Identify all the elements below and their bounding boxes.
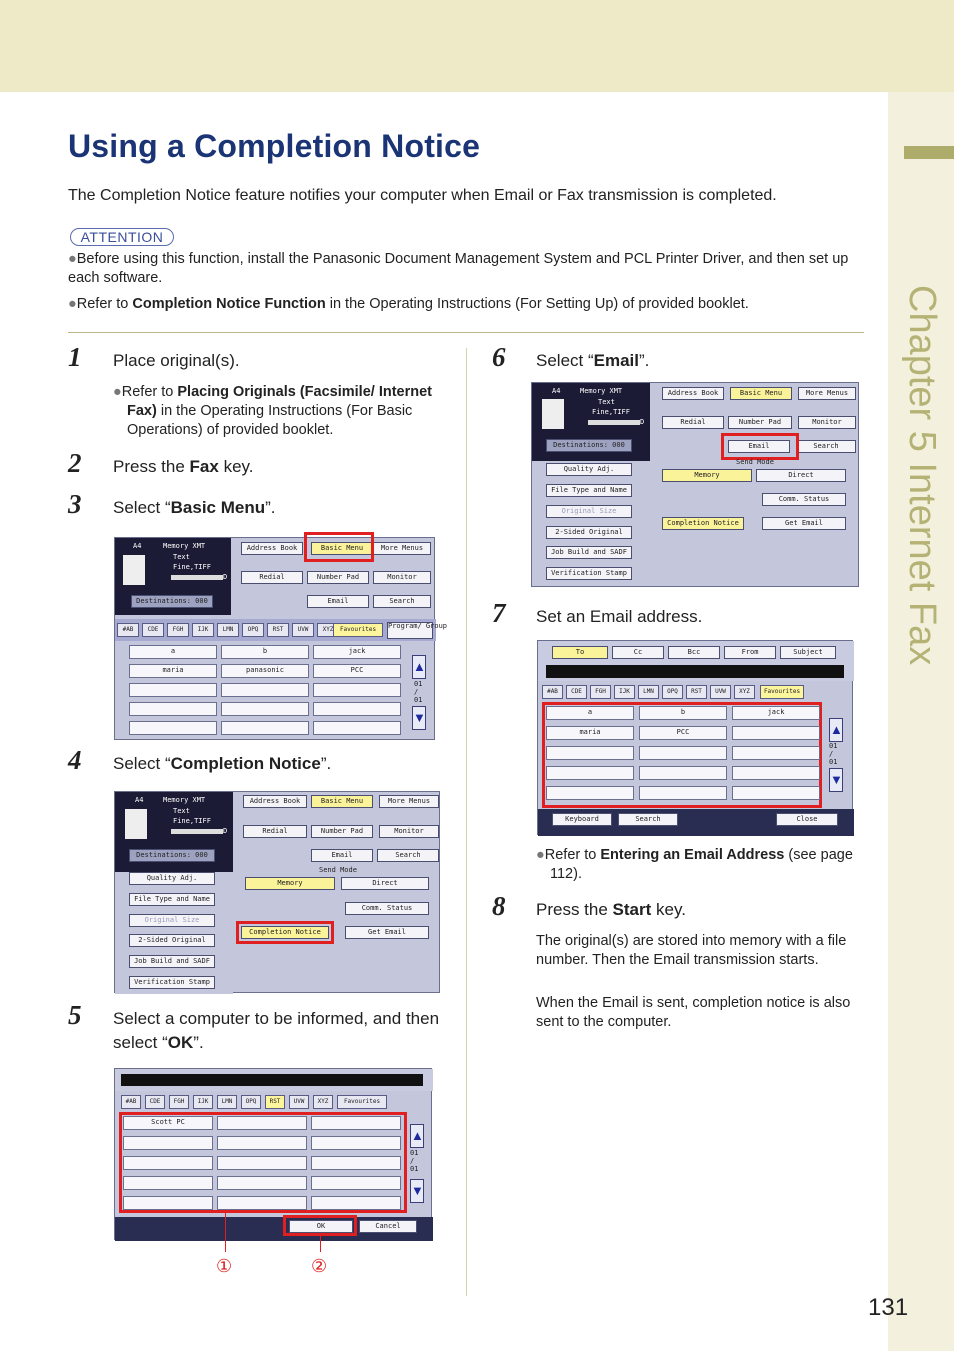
address-entry[interactable] [123, 1156, 213, 1170]
address-entry[interactable]: PCC [639, 726, 727, 740]
search-button[interactable]: Search [796, 440, 856, 453]
memory-button[interactable]: Memory [245, 877, 335, 890]
step-number: 7 [492, 598, 506, 628]
document-icon [125, 809, 147, 839]
verification-stamp-button[interactable]: Verification Stamp [546, 567, 632, 580]
index-tab[interactable]: CDE [142, 623, 164, 637]
address-entry[interactable] [313, 702, 401, 716]
address-entry[interactable] [311, 1196, 401, 1210]
basic-menu-tab[interactable]: Basic Menu [730, 387, 792, 400]
text-mode: Text [173, 807, 190, 815]
index-tab[interactable]: LMN [217, 623, 239, 637]
step-number: 3 [68, 489, 82, 519]
address-entry[interactable] [546, 746, 634, 760]
scroll-down-icon[interactable]: ▼ [412, 706, 426, 730]
divider [68, 332, 864, 333]
address-entry[interactable] [217, 1136, 307, 1150]
monitor-button[interactable]: Monitor [798, 416, 856, 429]
bullet-icon: ● [68, 251, 77, 267]
index-tab[interactable]: FGH [590, 685, 611, 699]
step-number: 4 [68, 745, 82, 775]
page-bottom: 01 [410, 1165, 419, 1173]
address-entry[interactable] [732, 746, 820, 760]
index-tab[interactable]: XYZ [313, 1095, 333, 1109]
file-type-button[interactable]: File Type and Name [546, 484, 632, 497]
screen-select-computer [114, 1068, 432, 1240]
index-tab[interactable]: OPQ [662, 685, 683, 699]
highlight-box [721, 433, 799, 460]
page-indicator: 01 / 01 [410, 1149, 419, 1173]
address-entry[interactable]: jack [732, 706, 820, 720]
email-button[interactable]: Email [307, 595, 369, 608]
index-tab[interactable]: OPQ [241, 1095, 261, 1109]
address-entry[interactable]: maria [546, 726, 634, 740]
step-text: Set an Email address. [536, 607, 703, 626]
original-size-button[interactable]: Original Size [546, 505, 632, 518]
address-entry[interactable] [129, 721, 217, 735]
address-entry[interactable] [221, 702, 309, 716]
destinations-counter: Destinations: 000 [546, 439, 632, 452]
bullet-icon: ● [536, 847, 545, 863]
paper-size: A4 [552, 387, 561, 395]
index-tab[interactable]: IJK [192, 623, 214, 637]
address-entry[interactable] [123, 1176, 213, 1190]
memory-button[interactable]: Memory [662, 469, 752, 482]
original-size-button[interactable]: Original Size [129, 914, 215, 927]
index-tab[interactable]: LMN [638, 685, 659, 699]
index-tab[interactable]: FGH [169, 1095, 189, 1109]
comm-status-button[interactable]: Comm. Status [762, 493, 846, 506]
cc-tab[interactable]: Cc [612, 646, 664, 659]
page-number: 131 [868, 1294, 909, 1321]
address-entry[interactable]: PCC [313, 664, 401, 678]
page-bottom: 01 [414, 696, 423, 704]
job-build-button[interactable]: Job Build and SADF [129, 955, 215, 968]
destinations-counter: Destinations: 000 [129, 849, 215, 862]
more-menus-tab[interactable]: More Menus [798, 387, 856, 400]
sub-bold: Placing Originals (Facsimile/ Internet Fax) [127, 384, 433, 419]
sub-bold: Entering an Email Address [600, 847, 785, 863]
scroll-down-icon[interactable]: ▼ [829, 768, 843, 792]
t: ”. [265, 498, 276, 517]
t: Press the [536, 900, 613, 919]
basic-menu-tab[interactable]: Basic Menu [311, 542, 373, 555]
completion-notice-button[interactable]: Completion Notice [241, 926, 329, 939]
address-entry[interactable]: a [546, 706, 634, 720]
t: Select “ [113, 754, 171, 773]
contrast-d: D [223, 573, 228, 581]
step-number: 1 [68, 342, 82, 372]
address-entry[interactable] [217, 1116, 307, 1130]
favourites-tab[interactable]: Favourites [337, 1095, 387, 1109]
address-entry[interactable] [546, 766, 634, 780]
bullet-text: in the Operating Instructions (For Setting Up) of provided booklet. [325, 296, 749, 312]
bullet-bold: Completion Notice Function [132, 296, 326, 312]
t: ”. [193, 1033, 204, 1052]
column-divider [466, 348, 467, 1296]
address-entry[interactable] [639, 766, 727, 780]
destination-display [121, 1074, 423, 1086]
step-text [113, 455, 253, 479]
attention-bullet-1 [68, 250, 858, 288]
step-text [113, 496, 276, 520]
step-text [113, 1007, 448, 1055]
address-entry[interactable]: panasonic [221, 664, 309, 678]
callout-2: ② [311, 1256, 328, 1276]
page-top: 01 [829, 742, 838, 750]
redial-button[interactable]: Redial [662, 416, 724, 429]
address-entry[interactable] [311, 1136, 401, 1150]
index-tab[interactable]: LMN [217, 1095, 237, 1109]
more-menus-tab[interactable]: More Menus [373, 542, 431, 555]
index-tab[interactable]: IJK [193, 1095, 213, 1109]
get-email-button[interactable]: Get Email [762, 517, 846, 530]
address-entry[interactable] [129, 702, 217, 716]
top-band [0, 0, 954, 92]
attention-bullet-2 [68, 295, 858, 314]
page-indicator: 01 / 01 [829, 742, 838, 766]
address-book-tab[interactable]: Address Book [243, 795, 307, 808]
address-entry[interactable] [217, 1156, 307, 1170]
direct-button[interactable]: Direct [756, 469, 846, 482]
favourites-tab[interactable]: Favourites [333, 623, 383, 637]
callout-line [320, 1236, 321, 1252]
t: Select “ [113, 498, 171, 517]
step-paragraph: The original(s) are stored into memory with a file number. Then the Email transmission starts. [536, 933, 847, 968]
address-entry[interactable]: b [639, 706, 727, 720]
screen-basic-menu [114, 537, 448, 740]
step-text [113, 752, 331, 776]
index-tab[interactable]: RST [265, 1095, 285, 1109]
screen-email [531, 382, 859, 587]
file-type-button[interactable]: File Type and Name [129, 893, 215, 906]
more-menus-tab[interactable]: More Menus [379, 795, 439, 808]
search-button[interactable]: Search [618, 813, 678, 826]
address-entry[interactable] [221, 683, 309, 697]
contrast-bar [588, 420, 640, 425]
bullet-text: Before using this function, install the Panasonic Document Management System and PCL Printer Driver, and then set up each software. [68, 251, 849, 286]
intro-text: The Completion Notice feature notifies your computer when Email or Fax transmission is completed. [68, 187, 777, 204]
document-icon [123, 555, 145, 585]
mode: Memory XMT [163, 796, 206, 804]
quality-adj-button[interactable]: Quality Adj. [129, 872, 215, 885]
t-bold: Email [593, 351, 639, 370]
callout-line [225, 1212, 226, 1252]
status-panel [532, 383, 650, 461]
completion-notice-button[interactable]: Completion Notice [662, 517, 744, 530]
search-button[interactable]: Search [377, 849, 439, 862]
index-tab[interactable]: #AB [542, 685, 563, 699]
address-entry[interactable] [732, 786, 820, 800]
index-tab[interactable]: RST [686, 685, 707, 699]
address-entry[interactable] [217, 1176, 307, 1190]
job-build-button[interactable]: Job Build and SADF [546, 546, 632, 559]
address-entry[interactable] [221, 721, 309, 735]
number-pad-button[interactable]: Number Pad [311, 825, 373, 838]
index-tab[interactable]: UVW [292, 623, 314, 637]
text-mode: Text [173, 553, 190, 561]
contrast-bar [171, 829, 223, 834]
address-entry[interactable] [311, 1156, 401, 1170]
scroll-up-icon[interactable]: ▲ [410, 1124, 424, 1148]
address-entry[interactable] [732, 766, 820, 780]
quality-adj-button[interactable]: Quality Adj. [546, 463, 632, 476]
step-text [536, 898, 686, 922]
page-top: 01 [410, 1149, 419, 1157]
address-entry[interactable]: b [221, 645, 309, 659]
address-entry[interactable]: maria [129, 664, 217, 678]
bullet-icon: ● [68, 296, 77, 312]
index-tab[interactable]: #AB [121, 1095, 141, 1109]
address-entry[interactable] [732, 726, 820, 740]
t: ”. [320, 754, 332, 773]
address-entry[interactable] [546, 786, 634, 800]
address-display [546, 665, 844, 678]
address-entry[interactable] [217, 1196, 307, 1210]
scroll-up-icon[interactable]: ▲ [412, 655, 426, 679]
two-sided-button[interactable]: 2-Sided Original [546, 526, 632, 539]
redial-button[interactable]: Redial [243, 825, 307, 838]
page-indicator: 01 / 01 [414, 680, 423, 704]
resolution: Fine,TIFF [173, 563, 211, 571]
index-tab[interactable]: XYZ [734, 685, 755, 699]
subject-tab[interactable]: Subject [780, 646, 836, 659]
t-bold: Fax [189, 457, 219, 476]
step-number: 5 [68, 1000, 82, 1030]
paper-size: A4 [135, 796, 144, 804]
favourites-tab[interactable]: Favourites [760, 685, 804, 699]
address-book-tab[interactable]: Address Book [662, 387, 724, 400]
page-title: Using a Completion Notice [68, 128, 481, 164]
document-icon [542, 399, 564, 429]
sub-text: (see page 112). [550, 847, 853, 882]
step-text: Place original(s). [113, 351, 240, 370]
t-bold: Start [612, 900, 652, 919]
chapter-accent-bar [904, 146, 954, 159]
send-mode-label: Send Mode [319, 866, 357, 874]
contrast-d: D [640, 418, 645, 426]
monitor-button[interactable]: Monitor [373, 571, 431, 584]
highlight-box [304, 532, 374, 562]
email-button[interactable]: Email [311, 849, 373, 862]
address-entry[interactable] [311, 1176, 401, 1190]
keyboard-button[interactable]: Keyboard [552, 813, 612, 826]
sub-text: Refer to [544, 847, 601, 863]
mode: Memory XMT [580, 387, 623, 395]
index-tab[interactable]: CDE [566, 685, 587, 699]
step-number: 2 [68, 448, 82, 478]
direct-button[interactable]: Direct [341, 877, 429, 890]
step-number: 8 [492, 891, 506, 921]
t: key. [218, 457, 254, 476]
resolution: Fine,TIFF [592, 408, 630, 416]
side-band [888, 92, 954, 1351]
step-sub [536, 846, 858, 884]
basic-menu-tab[interactable]: Basic Menu [311, 795, 373, 808]
contrast-bar [171, 575, 223, 580]
address-entry[interactable] [123, 1196, 213, 1210]
t: ”. [639, 351, 650, 370]
step-sub [113, 383, 443, 440]
from-tab[interactable]: From [724, 646, 776, 659]
text-mode: Text [598, 398, 615, 406]
comm-status-button[interactable]: Comm. Status [345, 902, 429, 915]
sub-text: in the Operating Instructions (For Basic Operations) of provided booklet. [127, 403, 413, 438]
get-email-button[interactable]: Get Email [345, 926, 429, 939]
index-tab[interactable]: CDE [145, 1095, 165, 1109]
redial-button[interactable]: Redial [241, 571, 303, 584]
cancel-button[interactable]: Cancel [359, 1220, 417, 1233]
index-tab[interactable]: IJK [614, 685, 635, 699]
screen-email-address [537, 640, 853, 835]
attention-label: ATTENTION [70, 228, 174, 246]
index-tab[interactable]: FGH [167, 623, 189, 637]
t: Press the [113, 457, 190, 476]
number-pad-button[interactable]: Number Pad [307, 571, 369, 584]
address-entry[interactable] [313, 721, 401, 735]
ok-button[interactable]: OK [289, 1220, 353, 1233]
highlight-box [283, 1215, 357, 1236]
t: key. [651, 900, 686, 919]
email-button[interactable]: Email [728, 440, 790, 453]
verification-stamp-button[interactable]: Verification Stamp [129, 976, 215, 989]
program-group-tab[interactable]: Program/ Group [387, 622, 433, 639]
address-entry[interactable] [129, 683, 217, 697]
t-bold: Basic Menu [170, 498, 266, 517]
resolution: Fine,TIFF [173, 817, 211, 825]
close-button[interactable]: Close [776, 813, 838, 826]
chapter-label: Chapter 5 Internet Fax [901, 285, 943, 666]
address-entry[interactable] [123, 1136, 213, 1150]
address-entry[interactable] [311, 1116, 401, 1130]
index-tab[interactable]: UVW [710, 685, 731, 699]
page-bottom: 01 [829, 758, 838, 766]
address-entry[interactable]: Scott PC [123, 1116, 213, 1130]
number-pad-button[interactable]: Number Pad [728, 416, 792, 429]
address-entry[interactable]: jack [313, 645, 401, 659]
status-panel [115, 792, 233, 872]
index-tab[interactable]: RST [267, 623, 289, 637]
step-paragraph: When the Email is sent, completion notice is also sent to the computer. [536, 995, 851, 1030]
search-button[interactable]: Search [373, 595, 431, 608]
index-tab[interactable]: #AB [117, 623, 139, 637]
bullet-icon: ● [113, 384, 122, 400]
address-book-tab[interactable]: Address Book [241, 542, 303, 555]
contrast-d: D [223, 827, 228, 835]
step-number: 6 [492, 342, 506, 372]
bullet-text: Refer to [76, 296, 133, 312]
t-bold: Completion Notice [170, 754, 321, 773]
t-bold: OK [167, 1033, 194, 1052]
bcc-tab[interactable]: Bcc [668, 646, 720, 659]
index-tab[interactable]: UVW [289, 1095, 309, 1109]
t: Select “ [536, 351, 594, 370]
highlight-box [236, 921, 334, 944]
index-tab[interactable]: XYZ [317, 623, 339, 637]
callout-1: ① [216, 1256, 233, 1276]
address-entry[interactable] [639, 786, 727, 800]
t: Select a computer to be informed, and then select “ [113, 1009, 440, 1052]
sub-text: Refer to [121, 384, 178, 400]
to-tab[interactable]: To [552, 646, 608, 659]
scroll-up-icon[interactable]: ▲ [829, 718, 843, 742]
scroll-down-icon[interactable]: ▼ [410, 1179, 424, 1203]
address-entry[interactable] [639, 746, 727, 760]
address-entry[interactable] [313, 683, 401, 697]
two-sided-button[interactable]: 2-Sided Original [129, 934, 215, 947]
destinations-counter: Destinations: 000 [131, 595, 213, 608]
monitor-button[interactable]: Monitor [379, 825, 439, 838]
screen-completion-notice [114, 791, 440, 993]
paper-size: A4 [133, 542, 142, 550]
index-tab[interactable]: OPQ [242, 623, 264, 637]
mode: Memory XMT [163, 542, 206, 550]
step-text [536, 349, 649, 373]
address-entry[interactable]: a [129, 645, 217, 659]
page-top: 01 [414, 680, 423, 688]
send-mode-label: Send Mode [736, 458, 774, 466]
